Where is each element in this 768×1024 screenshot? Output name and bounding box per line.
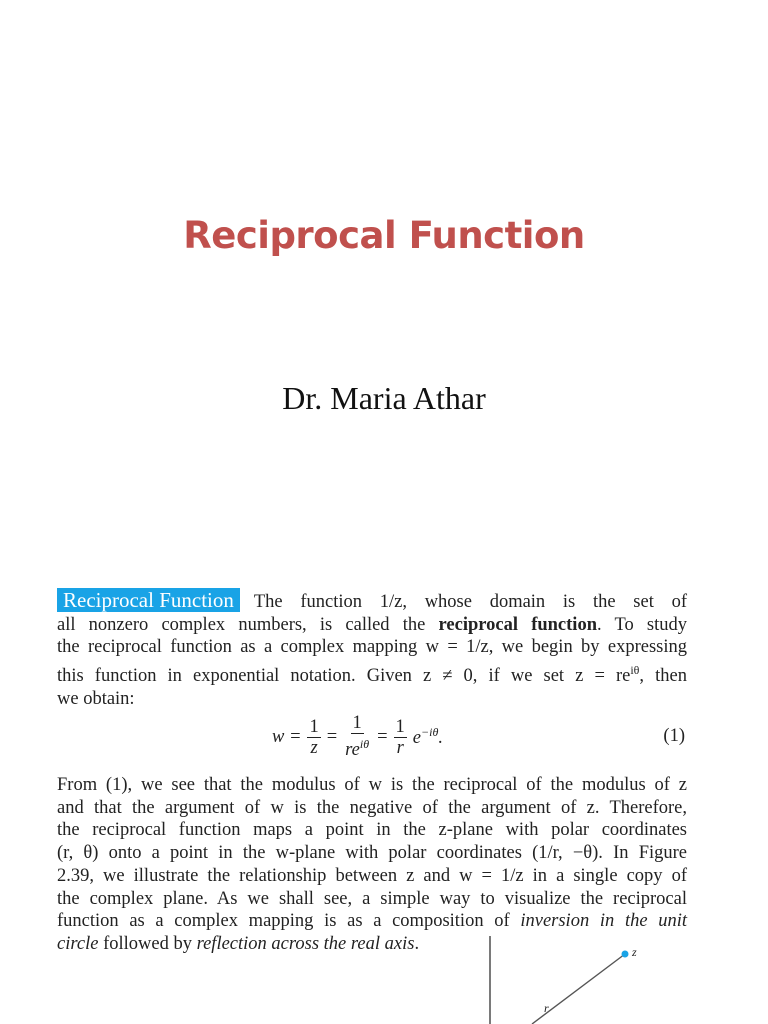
numerator: 1 [395, 716, 405, 737]
italic-term: inversion in the unit [520, 911, 687, 932]
numerator: 1 [352, 713, 362, 734]
period: . [438, 728, 443, 749]
text-line: and that the argument of w is the negative of the argument of z. Therefore, [57, 797, 687, 818]
equation-body [272, 712, 443, 762]
text-line: we obtain: [57, 688, 135, 709]
superscript: −iθ [421, 724, 439, 739]
point-z-label: z [632, 945, 637, 959]
bold-term: reciprocal function [438, 614, 597, 635]
author-name: Dr. Maria Athar [282, 380, 486, 416]
text-line: the reciprocal function as a complex mapping w = 1/z, we begin by expressing [57, 637, 687, 658]
equals-sign: = [326, 726, 338, 747]
denominator: z [310, 737, 318, 758]
text-span: . [414, 933, 420, 954]
text-line: From (1), we see that the modulus of w is the reciprocal of the modulus of z [57, 775, 687, 795]
text-line: (r, θ) onto a point in the w-plane with polar coordinates (1/r, −θ). In Figure [57, 843, 687, 864]
exponential [413, 725, 443, 749]
text-span: all nonzero complex numbers, is called the [57, 614, 439, 635]
italic-term: circle [57, 933, 99, 954]
text-line [57, 588, 687, 614]
text-line: 2.39, we illustrate the relationship between z and w = 1/z in a single copy of [57, 865, 687, 886]
text-line [57, 659, 687, 688]
text-span: this function in exponential notation. Given z ≠ 0, if we set z = re [57, 666, 631, 687]
text-span: followed by [98, 933, 197, 954]
den-text: re [345, 740, 360, 761]
section-heading-box: Reciprocal Function [57, 588, 240, 612]
text-line: the complex plane. As we shall see, a simple way to visualize the reciprocal [57, 888, 687, 909]
eq-lhs: w = [272, 726, 302, 747]
point-z [622, 951, 629, 958]
numerator: 1 [309, 716, 319, 737]
exp-base: e [412, 728, 422, 749]
slide-title: Reciprocal Function [183, 214, 585, 257]
fraction [343, 713, 371, 760]
fraction [307, 717, 320, 758]
italic-term: reflection across the real axis [196, 933, 415, 954]
text-line [57, 614, 687, 637]
equals-sign: = [377, 726, 388, 747]
denominator: r [396, 737, 404, 758]
intro-paragraph [57, 588, 687, 711]
complex-plane-figure [470, 930, 670, 1024]
equation-1 [57, 712, 687, 762]
text-span: . To study [596, 614, 688, 635]
superscript: iθ [359, 737, 370, 752]
text-span: function as a complex mapping is as a composition of [57, 911, 521, 932]
text-span: The function 1/z, whose domain is the set of [253, 592, 687, 612]
superscript: iθ [630, 663, 640, 678]
fraction [394, 717, 407, 758]
equation-number: (1) [663, 726, 685, 746]
segment-r-label: r [544, 1001, 549, 1015]
denominator [343, 734, 371, 760]
explanation-paragraph [57, 774, 687, 956]
text-line: the reciprocal function maps a point in the z-plane with polar coordinates [57, 820, 687, 841]
text-span: , then [639, 666, 687, 687]
